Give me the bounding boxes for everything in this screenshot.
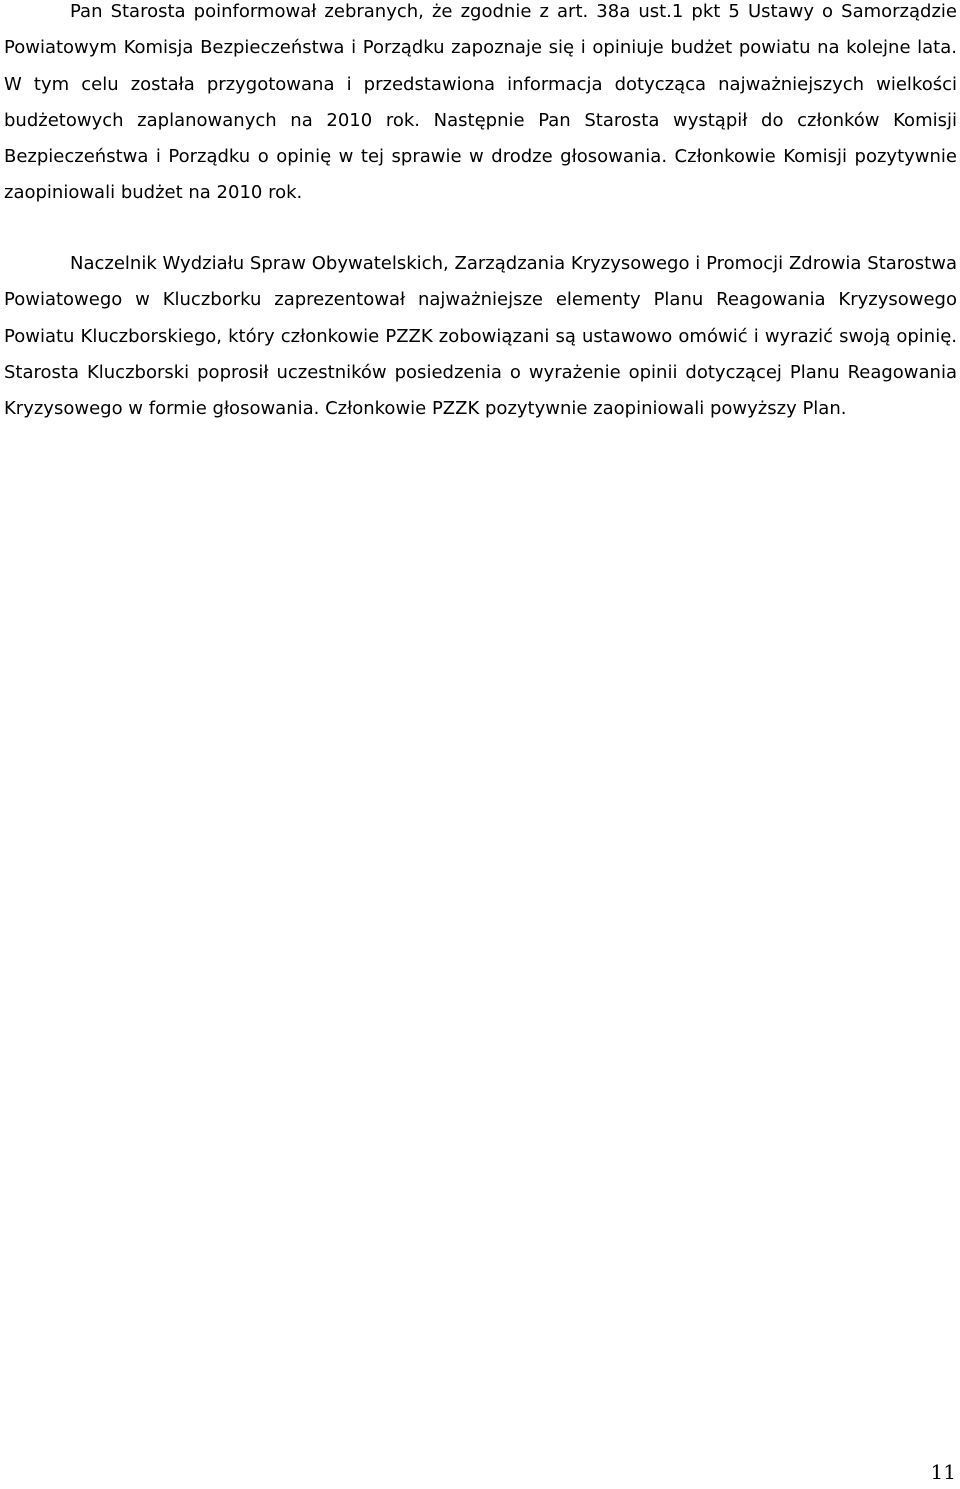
page-number: 11 (930, 1460, 956, 1484)
paragraph-crisis-plan: Naczelnik Wydziału Spraw Obywatelskich, Zarządzania Kryzysowego i Promocji Zdrowia Starostwa Powiatowego w Kluczborku zaprezentował najważniejsze elementy Planu Reagowania Kryzysowego Powiatu Kluczborskiego, który członkowie PZZK zobowiązani są ustawowo omówić i wyrazić swoją opinię. Starosta Kluczborski poprosił uczestników posiedzenia o wyrażenie opinii dotyczącej Planu Reagowania Kryzysowego w formie głosowania. Członkowie PZZK pozytywnie zaopiniowali powyższy Plan. (4, 253, 957, 420)
paragraph-budget-opinion: Pan Starosta poinformował zebranych, że zgodnie z art. 38a ust.1 pkt 5 Ustawy o Samorządzie Powiatowym Komisja Bezpieczeństwa i Porządku zapoznaje się i opiniuje budżet powiatu na kolejne lata. W tym celu została przygotowana i przedstawiona informacja dotycząca najważniejszych wielkości budżetowych zaplanowanych na 2010 rok. Następnie Pan Starosta wystąpił do członków Komisji Bezpieczeństwa i Porządku o opinię w tej sprawie w drodze głosowania. Członkowie Komisji pozytywnie zaopiniowali budżet na 2010 rok. (4, 1, 957, 204)
